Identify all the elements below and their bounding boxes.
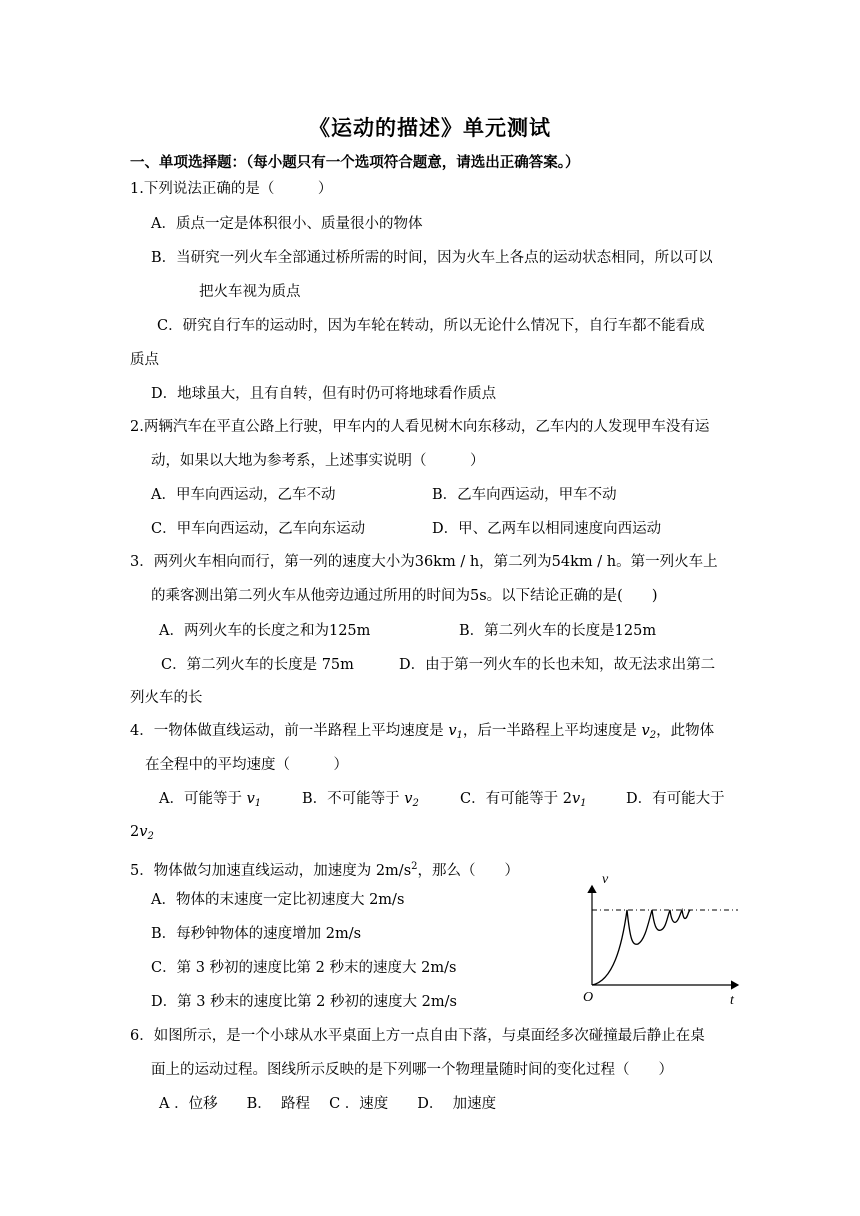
q6-options: A ．位移 B． 路程 C ．速度 D． 加速度 <box>159 1096 497 1112</box>
page-title: 《运动的描述》单元测试 <box>309 116 551 140</box>
q3-stem: 3．两列火车相向而行，第一列的速度大小为36km / h，第二列为54km / h。第一列火车上 <box>130 554 718 570</box>
q3-option-d: D．由于第一列火车的长也未知，故无法求出第二 <box>399 657 716 673</box>
velocity-time-graph <box>578 866 748 1016</box>
q4-option-d: D．有可能大于 <box>626 791 725 807</box>
q1-option-b-cont: 把火车视为质点 <box>199 284 301 300</box>
q3-option-c: C．第二列火车的长度是 75m <box>161 657 354 673</box>
q3-stem-cont: 的乘客测出第二列火车从他旁边通过所用的时间为5s。以下结论正确的是( ) <box>151 588 658 604</box>
x-axis-label: t <box>730 993 734 1008</box>
q3-option-a: A．两列火车的长度之和为125m <box>159 623 371 639</box>
y-axis-label: v <box>602 872 609 887</box>
q4-stem-cont: 在全程中的平均速度（ ） <box>145 757 348 773</box>
q2-option-a: A．甲车向西运动，乙车不动 <box>151 487 336 503</box>
q6-stem-cont: 面上的运动过程。图线所示反映的是下列哪一个物理量随时间的变化过程（ ） <box>151 1062 673 1078</box>
q2-option-c: C．甲车向西运动，乙车向东运动 <box>151 521 366 537</box>
origin-label: O <box>583 990 594 1005</box>
v1-symbol: $v_1$ <box>448 723 463 741</box>
q1-stem: 1.下列说法正确的是（ ） <box>130 181 333 197</box>
q5-stem: 5．物体做匀加速直线运动，加速度为 $2m/s^2$，那么（ ） <box>130 861 520 879</box>
q4-option-b: B．不可能等于 $v_2$ <box>302 791 419 809</box>
q4-stem-part3: ，此物体 <box>656 723 715 739</box>
q4-option-d-cont: $2v_2$ <box>130 824 154 842</box>
q2-stem-cont: 动，如果以大地为参考系，上述事实说明（ ） <box>151 453 485 469</box>
q1-option-a: A．质点一定是体积很小、质量很小的物体 <box>151 216 423 232</box>
q3-option-d-cont: 列火车的长 <box>130 690 203 706</box>
q1-option-b: B．当研究一列火车全部通过桥所需的时间，因为火车上各点的运动状态相同，所以可以 <box>151 250 713 266</box>
q2-option-d: D．甲、乙两车以相同速度向西运动 <box>432 521 662 537</box>
q5-option-d: D．第 3 秒末的速度比第 2 秒初的速度大 2m/s <box>151 994 457 1010</box>
q2-stem: 2.两辆汽车在平直公路上行驶，甲车内的人看见树木向东移动，乙车内的人发现甲车没有运 <box>130 419 710 435</box>
velocity-curve <box>592 910 690 985</box>
q4-option-c: C．有可能等于 $2v_1$ <box>460 791 587 809</box>
q5-option-c: C．第 3 秒初的速度比第 2 秒末的速度大 2m/s <box>151 960 457 976</box>
q3-option-b: B．第二列火车的长度是125m <box>459 623 657 639</box>
q5-option-b: B．每秒钟物体的速度增加 2m/s <box>151 926 362 942</box>
q4-option-a: A．可能等于 $v_1$ <box>159 791 262 809</box>
section-heading: 一、单项选择题：（每小题只有一个选项符合题意，请选出正确答案。） <box>130 155 580 171</box>
q5-option-a: A．物体的末速度一定比初速度大 2m/s <box>151 892 405 908</box>
q4-stem-part2: ，后一半路程上平均速度是 <box>462 723 642 739</box>
q1-option-d: D．地球虽大，且有自转，但有时仍可将地球看作质点 <box>151 386 497 402</box>
v2-symbol: $v_2$ <box>641 723 657 741</box>
q1-option-c: C．研究自行车的运动时，因为车轮在转动，所以无论什么情况下，自行车都不能看成 <box>157 318 705 334</box>
q2-option-b: B．乙车向西运动，甲车不动 <box>432 487 617 503</box>
q4-stem-part1: 4．一物体做直线运动，前一半路程上平均速度是 <box>130 723 449 739</box>
q4-stem <box>130 721 714 746</box>
q6-stem: 6．如图所示，是一个小球从水平桌面上方一点自由下落，与桌面经多次碰撞最后静止在桌 <box>130 1028 705 1044</box>
q1-option-c-cont: 质点 <box>130 352 159 368</box>
